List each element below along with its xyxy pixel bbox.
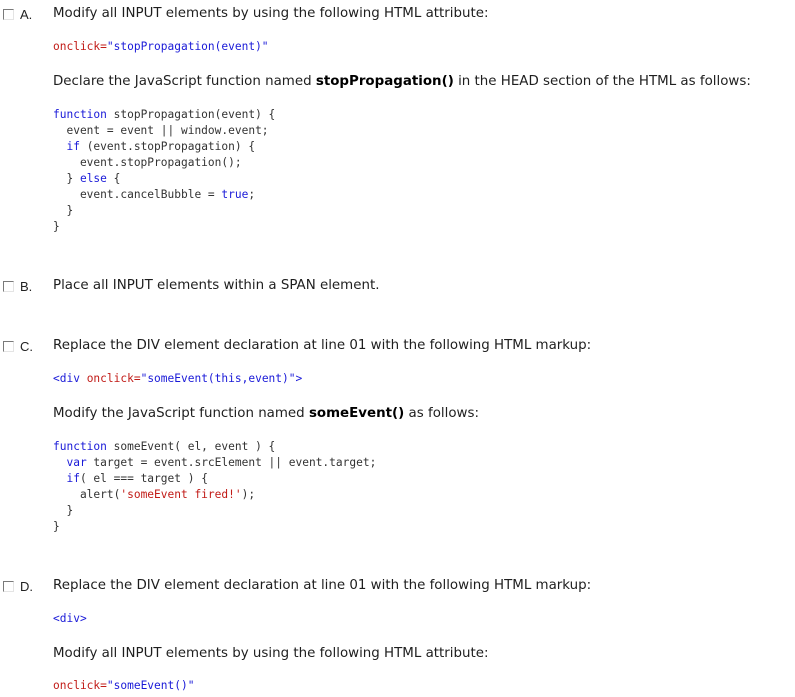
option-a-attribute	[53, 39, 269, 55]
option-d-attribute	[53, 678, 194, 694]
code-text: ( el === target ) {	[79, 472, 208, 485]
option-c-modify-bold: someEvent()	[308, 406, 405, 421]
code-line	[53, 487, 376, 503]
option-d-checkbox[interactable]	[3, 581, 14, 592]
code-text: }	[53, 172, 80, 185]
code-string: 'someEvent fired!'	[120, 488, 242, 501]
option-a-declare-bold: stopPropagation()	[315, 74, 454, 89]
code-line: }	[53, 504, 74, 517]
code-keyword: else	[79, 172, 107, 185]
code-line	[53, 471, 376, 487]
option-a-attr-name: onclick=	[53, 40, 107, 53]
code-line: }	[53, 220, 60, 233]
option-c-letter: C.	[20, 338, 33, 354]
option-a-declare-pre: Declare the JavaScript function named	[53, 74, 316, 89]
option-c-checkbox[interactable]	[3, 341, 14, 352]
code-keyword: if	[53, 140, 80, 153]
option-c-markup-close: >	[295, 372, 303, 385]
option-d-markup: <div>	[53, 612, 87, 625]
option-c-modify	[53, 406, 479, 422]
option-a-intro: Modify all INPUT elements by using the following HTML attribute:	[53, 6, 489, 21]
option-b-checkbox[interactable]	[3, 281, 14, 292]
option-a-declare	[53, 74, 751, 90]
option-c-modify-post: as follows:	[404, 406, 479, 421]
code-keyword: var	[53, 456, 87, 469]
option-a-checkbox-row[interactable]	[3, 6, 32, 22]
option-c-code	[53, 439, 376, 535]
code-line	[53, 139, 275, 155]
code-line: }	[53, 204, 74, 217]
option-d-letter: D.	[20, 578, 33, 594]
code-line	[53, 439, 376, 455]
option-b-checkbox-row[interactable]	[3, 278, 32, 294]
code-text: stopPropagation(event) {	[106, 108, 276, 121]
code-line: event = event || window.event;	[53, 124, 269, 137]
option-a-attr-value: "stopPropagation(event)"	[106, 40, 269, 53]
option-a-declare-post: in the HEAD section of the HTML as follows:	[453, 74, 751, 89]
code-keyword: function	[53, 440, 107, 453]
code-text: target = event.srcElement || event.target;	[86, 456, 377, 469]
option-c-markup-value: "someEvent(this,event)"	[140, 372, 296, 385]
option-c-markup-attr: onclick=	[86, 372, 141, 385]
code-text: alert(	[53, 488, 121, 501]
option-b-text: Place all INPUT elements within a SPAN element.	[53, 278, 380, 293]
code-keyword: if	[53, 472, 80, 485]
code-text: someEvent( el, event ) {	[106, 440, 276, 453]
option-d-intro: Replace the DIV element declaration at line 01 with the following HTML markup:	[53, 578, 592, 593]
code-line	[53, 171, 275, 187]
code-text: event.cancelBubble =	[53, 188, 222, 201]
code-line: }	[53, 520, 60, 533]
code-keyword: true	[221, 188, 249, 201]
option-d-attr-name: onclick=	[53, 679, 107, 692]
option-a-letter: A.	[20, 6, 33, 22]
code-keyword: function	[53, 108, 107, 121]
code-line	[53, 455, 376, 471]
option-a-code	[53, 107, 275, 235]
code-line	[53, 187, 275, 203]
code-text: );	[241, 488, 256, 501]
code-text: ;	[248, 188, 256, 201]
option-b-letter: B.	[20, 278, 33, 294]
option-d-checkbox-row[interactable]	[3, 578, 33, 594]
code-line: event.stopPropagation();	[53, 156, 242, 169]
option-a-checkbox[interactable]	[3, 9, 14, 20]
option-c-markup-open: <div	[53, 372, 87, 385]
option-c-checkbox-row[interactable]	[3, 338, 33, 354]
code-text: {	[106, 172, 121, 185]
code-line	[53, 107, 275, 123]
code-text: (event.stopPropagation) {	[79, 140, 256, 153]
option-c-markup	[53, 371, 302, 387]
option-c-modify-pre: Modify the JavaScript function named	[53, 406, 309, 421]
option-c-intro: Replace the DIV element declaration at line 01 with the following HTML markup:	[53, 338, 592, 353]
option-d-modify: Modify all INPUT elements by using the following HTML attribute:	[53, 646, 489, 661]
option-d-attr-value: "someEvent()"	[106, 679, 195, 692]
